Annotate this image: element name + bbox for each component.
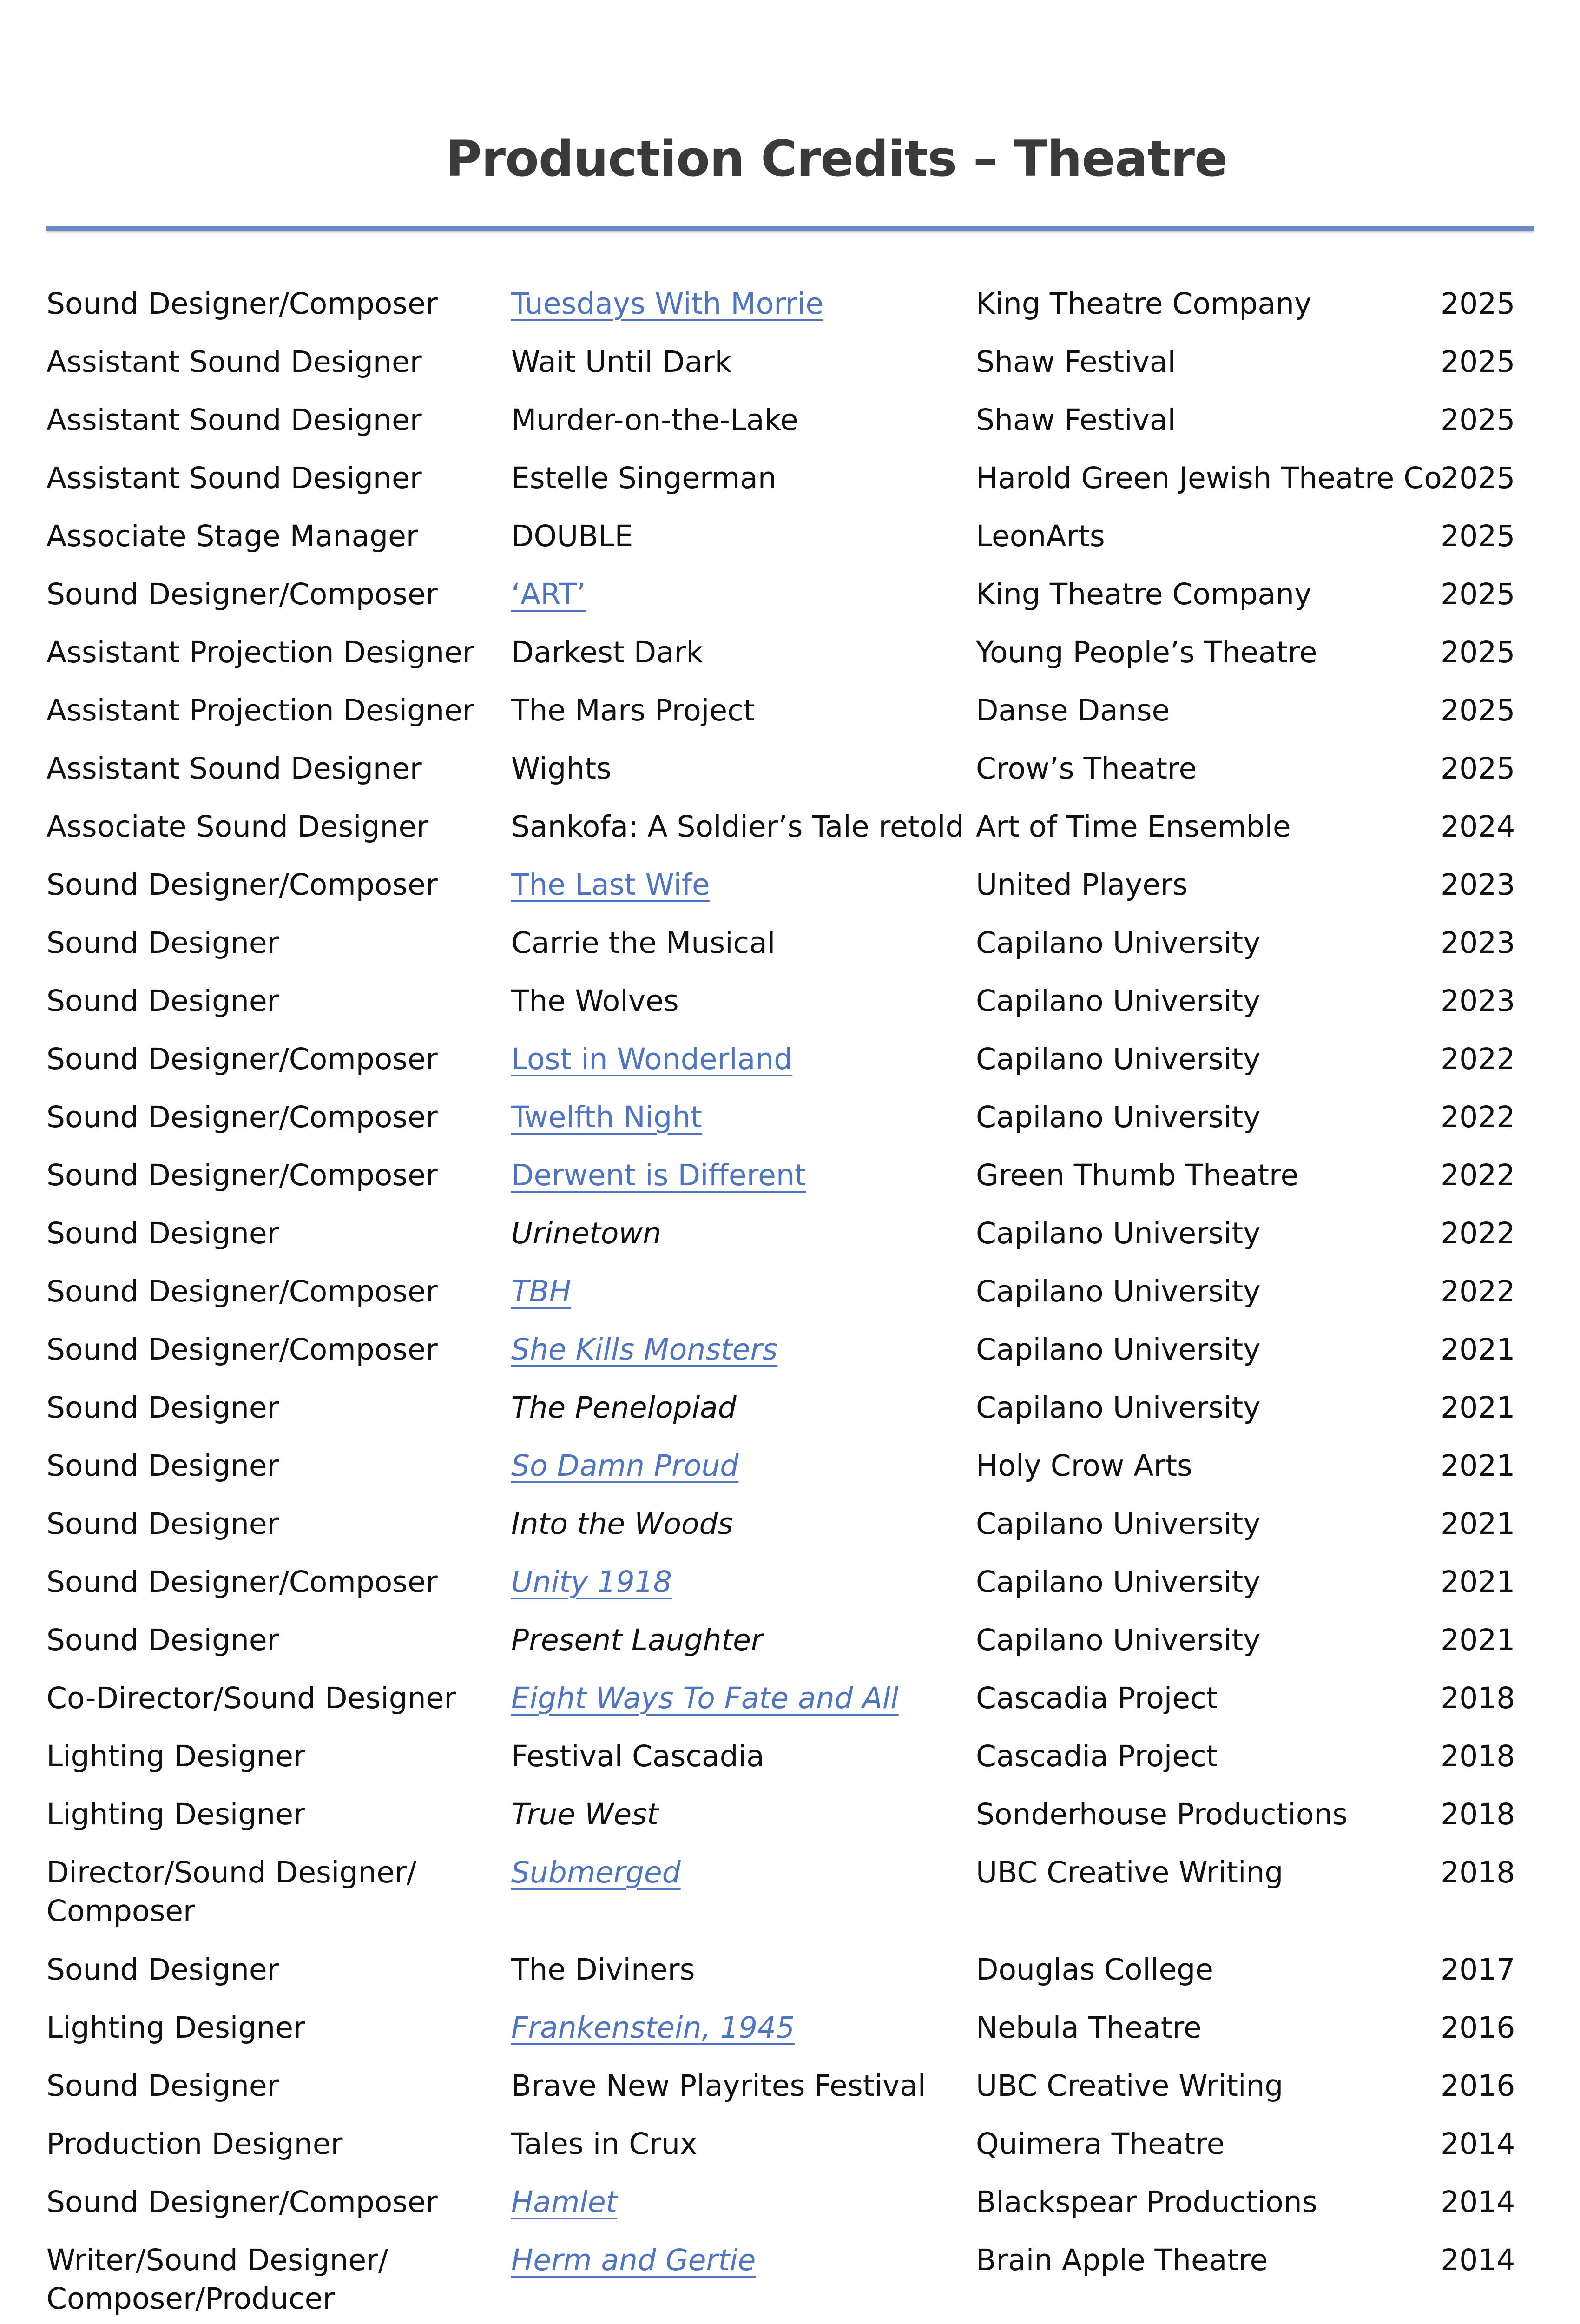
credit-role: Sound Designer: [46, 1623, 279, 1657]
production-title: Present Laughter: [511, 1623, 763, 1657]
credit-production-cell: [511, 982, 976, 1040]
credit-company: Douglas College: [976, 1953, 1213, 1987]
production-title: Tales in Crux: [511, 2127, 698, 2161]
credit-company: Capilano University: [976, 1100, 1261, 1134]
production-title: The Diviners: [511, 1953, 695, 1987]
credit-role: Assistant Sound Designer: [46, 752, 422, 786]
credit-year: 2025: [1441, 752, 1515, 786]
credit-row: [46, 1795, 1534, 1853]
credit-row: [46, 1040, 1534, 1098]
production-title: Into the Woods: [511, 1507, 733, 1541]
credit-role: Co-Director/Sound Designer: [46, 1681, 456, 1715]
production-link[interactable]: Derwent is Different: [511, 1158, 806, 1192]
credit-production-cell: [511, 1040, 976, 1098]
credit-row: [46, 517, 1534, 575]
credit-role: Sound Designer: [46, 1953, 279, 1987]
credit-year: 2022: [1441, 1216, 1515, 1250]
credit-company: Capilano University: [976, 1274, 1261, 1308]
credit-production-cell: [511, 1853, 976, 1950]
credit-role: Assistant Sound Designer: [46, 403, 422, 437]
credit-production-cell: [511, 1098, 976, 1156]
credit-production-cell: [511, 1679, 976, 1737]
credit-production-cell: [511, 1505, 976, 1563]
credit-year: 2016: [1441, 2011, 1515, 2045]
credit-row: [46, 1679, 1534, 1737]
credit-role: Sound Designer: [46, 1391, 279, 1425]
credit-row: [46, 1388, 1534, 1446]
credit-company: Cascadia Project: [976, 1739, 1218, 1773]
credit-row: [46, 1853, 1534, 1950]
production-link[interactable]: The Last Wife: [511, 868, 710, 902]
credit-role: Assistant Projection Designer: [46, 693, 474, 727]
credit-row: [46, 1330, 1534, 1388]
credit-company: Capilano University: [976, 1333, 1261, 1367]
credit-company: Nebula Theatre: [976, 2011, 1202, 2045]
credit-company: Capilano University: [976, 1623, 1261, 1657]
credit-year: 2023: [1441, 984, 1515, 1018]
credit-year: 2025: [1441, 635, 1515, 669]
production-title: The Penelopiad: [511, 1391, 737, 1425]
credit-role: Writer/Sound Designer/ Composer/Producer: [46, 2243, 388, 2316]
production-title: Festival Cascadia: [511, 1739, 764, 1773]
credit-year: 2022: [1441, 1100, 1515, 1134]
credit-production-cell: [511, 807, 976, 865]
production-link[interactable]: ‘ART’: [511, 577, 586, 611]
credit-row: [46, 1098, 1534, 1156]
production-link[interactable]: So Damn Proud: [511, 1449, 739, 1483]
credit-year: 2025: [1441, 693, 1515, 727]
credit-row: [46, 1621, 1534, 1679]
production-link[interactable]: TBH: [511, 1274, 572, 1308]
credit-company: Capilano University: [976, 1565, 1261, 1599]
production-title: The Wolves: [511, 984, 679, 1018]
credit-production-cell: [511, 575, 976, 633]
credit-year: 2022: [1441, 1158, 1515, 1192]
credit-company: Brain Apple Theatre: [976, 2243, 1268, 2277]
credit-row: [46, 2067, 1534, 2125]
production-link[interactable]: Tuesdays With Morrie: [511, 287, 824, 321]
credit-company: Green Thumb Theatre: [976, 1158, 1299, 1192]
credit-company: Shaw Festival: [976, 345, 1176, 379]
credit-year: 2025: [1441, 287, 1515, 321]
credit-production-cell: [511, 1563, 976, 1621]
credit-company: Shaw Festival: [976, 403, 1176, 437]
credit-row: [46, 1156, 1534, 1214]
credit-role: Sound Designer/Composer: [46, 1333, 438, 1367]
credit-role: Assistant Sound Designer: [46, 461, 422, 495]
credit-row: [46, 2183, 1534, 2241]
production-title: Murder-on-the-Lake: [511, 403, 798, 437]
credit-production-cell: [511, 401, 976, 459]
credit-production-cell: [511, 1737, 976, 1795]
production-title: The Mars Project: [511, 693, 755, 727]
production-link[interactable]: Herm and Gertie: [511, 2243, 756, 2277]
credit-year: 2023: [1441, 926, 1515, 960]
credit-company: LeonArts: [976, 519, 1105, 553]
credit-year: 2014: [1441, 2243, 1515, 2277]
credit-company: Danse Danse: [976, 693, 1170, 727]
production-link[interactable]: Frankenstein, 1945: [511, 2011, 795, 2045]
credit-row: [46, 2241, 1534, 2324]
credit-production-cell: [511, 1795, 976, 1853]
credit-year: 2021: [1441, 1623, 1515, 1657]
credit-row: [46, 1446, 1534, 1505]
top-divider: [46, 226, 1534, 231]
production-title: Sankofa: A Soldier’s Tale retold: [511, 810, 964, 844]
credit-production-cell: [511, 284, 976, 343]
credit-row: [46, 2125, 1534, 2183]
credit-year: 2021: [1441, 1449, 1515, 1483]
credit-row: [46, 1950, 1534, 2008]
credit-production-cell: [511, 865, 976, 924]
credit-company: United Players: [976, 868, 1188, 902]
credit-year: 2021: [1441, 1565, 1515, 1599]
credit-year: 2017: [1441, 1953, 1515, 1987]
production-title: Estelle Singerman: [511, 461, 777, 495]
credit-role: Associate Sound Designer: [46, 810, 429, 844]
credit-company: Crow’s Theatre: [976, 752, 1197, 786]
production-link[interactable]: Submerged: [511, 1855, 681, 1889]
credit-production-cell: [511, 1446, 976, 1505]
production-title: Brave New Playrites Festival: [511, 2069, 926, 2103]
credit-company: Holy Crow Arts: [976, 1449, 1192, 1483]
credit-company: Capilano University: [976, 1216, 1261, 1250]
credit-year: 2021: [1441, 1391, 1515, 1425]
credit-company: Capilano University: [976, 926, 1261, 960]
credit-production-cell: [511, 459, 976, 517]
credit-year: 2025: [1441, 345, 1515, 379]
credit-row: [46, 982, 1534, 1040]
credit-company: Quimera Theatre: [976, 2127, 1225, 2161]
credit-role: Sound Designer/Composer: [46, 577, 438, 611]
credit-year: 2024: [1441, 810, 1515, 844]
credit-production-cell: [511, 2241, 976, 2324]
credit-role: Sound Designer/Composer: [46, 868, 438, 902]
credit-year: 2018: [1441, 1797, 1515, 1831]
production-link[interactable]: Eight Ways To Fate and All: [511, 1681, 899, 1715]
credits-table: [46, 284, 1534, 2324]
credit-production-cell: [511, 1156, 976, 1214]
credit-row: [46, 343, 1534, 401]
credit-role: Sound Designer: [46, 926, 279, 960]
production-title: DOUBLE: [511, 519, 633, 553]
credit-row: [46, 1214, 1534, 1272]
credit-production-cell: [511, 691, 976, 749]
production-link[interactable]: Twelfth Night: [511, 1100, 702, 1134]
credit-production-cell: [511, 517, 976, 575]
production-title: Darkest Dark: [511, 635, 704, 669]
credit-production-cell: [511, 1272, 976, 1330]
credit-row: [46, 401, 1534, 459]
credit-role: Sound Designer: [46, 1216, 279, 1250]
credit-row: [46, 1505, 1534, 1563]
credit-row: [46, 2008, 1534, 2067]
credit-role: Sound Designer/Composer: [46, 1100, 438, 1134]
credit-row: [46, 459, 1534, 517]
credit-production-cell: [511, 1950, 976, 2008]
credit-year: 2025: [1441, 461, 1515, 495]
credit-year: 2014: [1441, 2185, 1515, 2219]
credit-row: [46, 807, 1534, 865]
credit-company: Capilano University: [976, 1042, 1261, 1076]
production-link[interactable]: Hamlet: [511, 2185, 618, 2219]
credit-row: [46, 691, 1534, 749]
credit-row: [46, 1563, 1534, 1621]
credit-company: Blackspear Productions: [976, 2185, 1317, 2219]
credit-year: 2018: [1441, 1739, 1515, 1773]
production-link[interactable]: She Kills Monsters: [511, 1333, 778, 1367]
credit-year: 2014: [1441, 2127, 1515, 2161]
credit-row: [46, 1272, 1534, 1330]
production-link[interactable]: Lost in Wonderland: [511, 1042, 793, 1076]
credit-year: 2022: [1441, 1274, 1515, 1308]
credit-company: Capilano University: [976, 1391, 1261, 1425]
credit-role: Sound Designer/Composer: [46, 2185, 438, 2219]
production-link[interactable]: Unity 1918: [511, 1565, 672, 1599]
credit-role: Lighting Designer: [46, 1797, 305, 1831]
credit-company: Cascadia Project: [976, 1681, 1218, 1715]
credit-year: 2018: [1441, 1855, 1515, 1889]
credit-role: Assistant Projection Designer: [46, 635, 474, 669]
credit-row: [46, 633, 1534, 691]
credit-row: [46, 575, 1534, 633]
credit-company: UBC Creative Writing: [976, 2069, 1284, 2103]
credit-row: [46, 865, 1534, 924]
credit-production-cell: [511, 2125, 976, 2183]
credit-role: Sound Designer: [46, 1507, 279, 1541]
credit-company: Young People’s Theatre: [976, 635, 1317, 669]
production-title: Carrie the Musical: [511, 926, 776, 960]
credit-role: Sound Designer/Composer: [46, 1274, 438, 1308]
credit-year: 2021: [1441, 1507, 1515, 1541]
credit-year: 2018: [1441, 1681, 1515, 1715]
production-title: True West: [511, 1797, 658, 1831]
credit-role: Sound Designer: [46, 2069, 279, 2103]
credit-production-cell: [511, 749, 976, 807]
production-title: Urinetown: [511, 1216, 661, 1250]
credit-company: Capilano University: [976, 984, 1261, 1018]
credit-role: Assistant Sound Designer: [46, 345, 422, 379]
credit-production-cell: [511, 2067, 976, 2125]
credit-year: 2025: [1441, 577, 1515, 611]
credit-row: [46, 1737, 1534, 1795]
credit-role: Production Designer: [46, 2127, 343, 2161]
credit-company: UBC Creative Writing: [976, 1855, 1284, 1889]
credit-role: Director/Sound Designer/ Composer: [46, 1855, 417, 1928]
credit-production-cell: [511, 1214, 976, 1272]
credit-production-cell: [511, 633, 976, 691]
credit-company: Sonderhouse Productions: [976, 1797, 1348, 1831]
credit-role: Sound Designer/Composer: [46, 1042, 438, 1076]
credit-year: 2025: [1441, 403, 1515, 437]
credit-year: 2016: [1441, 2069, 1515, 2103]
credit-production-cell: [511, 1621, 976, 1679]
credit-role: Sound Designer: [46, 1449, 279, 1483]
page-title: Production Credits – Theatre: [446, 130, 1227, 187]
credit-role: Sound Designer/Composer: [46, 287, 438, 321]
credit-row: [46, 284, 1534, 343]
production-title: Wait Until Dark: [511, 345, 732, 379]
credit-production-cell: [511, 1330, 976, 1388]
credit-production-cell: [511, 2008, 976, 2067]
credit-year: 2021: [1441, 1333, 1515, 1367]
credit-role: Associate Stage Manager: [46, 519, 418, 553]
credit-year: 2025: [1441, 519, 1515, 553]
credit-production-cell: [511, 343, 976, 401]
credit-company: Art of Time Ensemble: [976, 810, 1291, 844]
credit-row: [46, 749, 1534, 807]
credit-production-cell: [511, 2183, 976, 2241]
credit-role: Lighting Designer: [46, 1739, 305, 1773]
credit-company: Capilano University: [976, 1507, 1261, 1541]
credit-company: King Theatre Company: [976, 577, 1312, 611]
credit-year: 2023: [1441, 868, 1515, 902]
credit-company: Harold Green Jewish Theatre Co: [976, 461, 1442, 495]
credit-role: Sound Designer/Composer: [46, 1565, 438, 1599]
credit-production-cell: [511, 1388, 976, 1446]
credit-row: [46, 924, 1534, 982]
production-title: Wights: [511, 752, 612, 786]
credit-company: King Theatre Company: [976, 287, 1312, 321]
credit-year: 2022: [1441, 1042, 1515, 1076]
credit-role: Lighting Designer: [46, 2011, 305, 2045]
credit-role: Sound Designer: [46, 984, 279, 1018]
credit-production-cell: [511, 924, 976, 982]
credit-role: Sound Designer/Composer: [46, 1158, 438, 1192]
